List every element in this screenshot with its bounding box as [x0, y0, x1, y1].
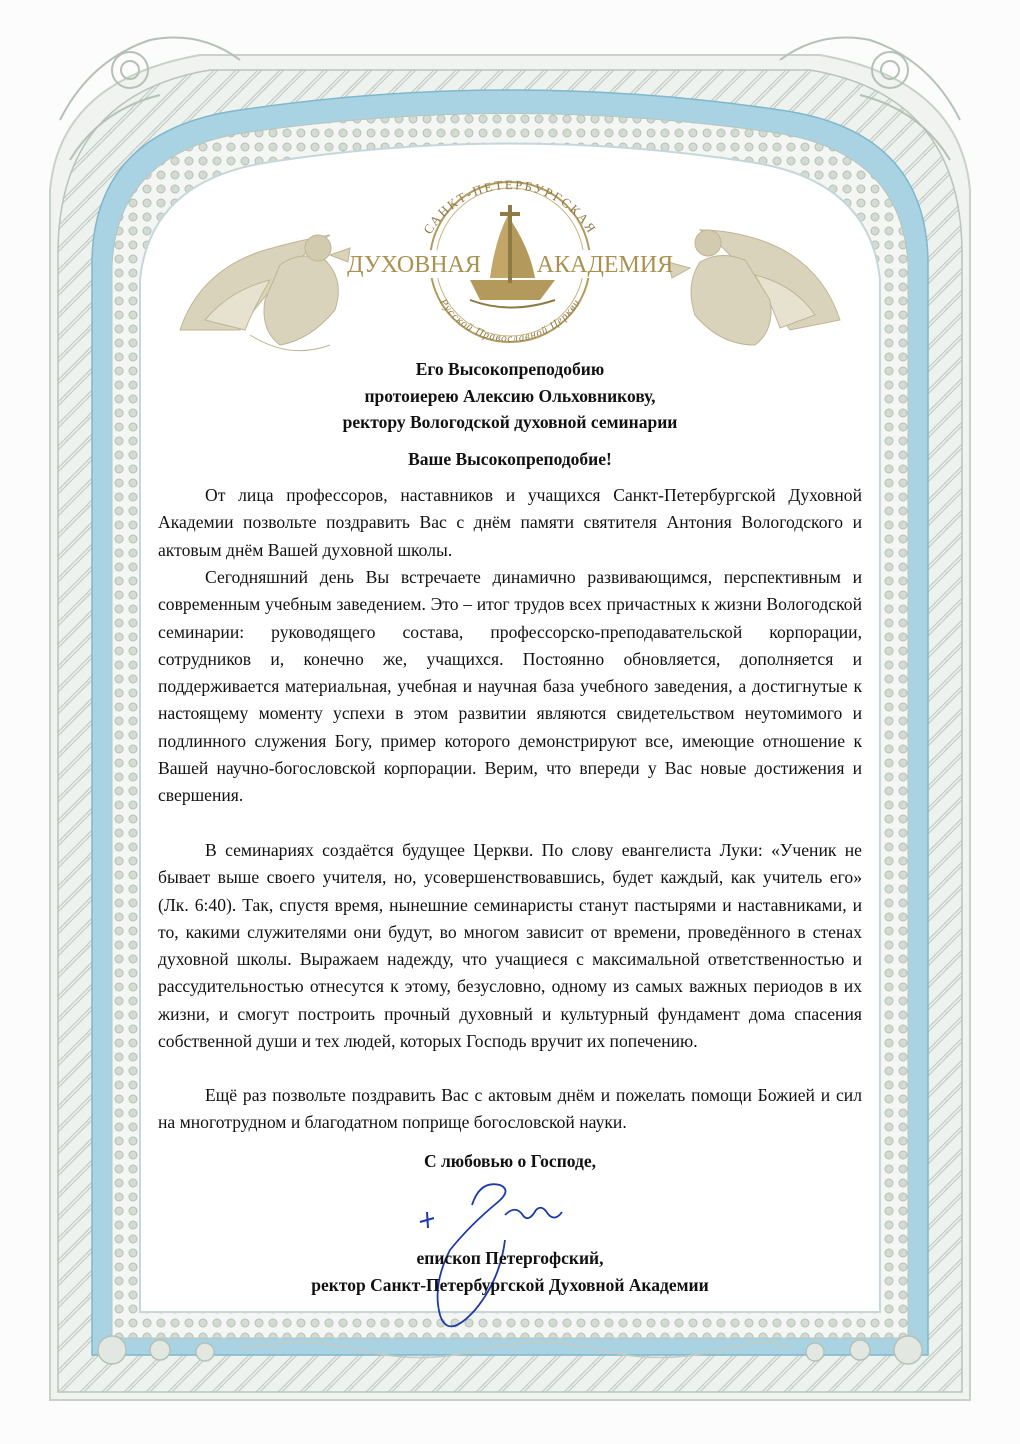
addressee-line3: ректору Вологодской духовной семинарии [342, 412, 678, 432]
paragraph-4: Ещё раз позвольте поздравить Вас с актовым днём и пожелать помощи Божией и сил на многотрудном и благодатном поприще богословской науки. [158, 1085, 862, 1133]
paragraph-3: В семинариях создаётся будущее Церкви. По слову евангелиста Луки: «Ученик не бывает выше своего учителя, но, усовершенствовавшись, будет каждый, как учитель его» (Лк. 6:40). Так, спустя время, нынешние семинаристы станут пастырями и наставниками, и то, какими служителями они будут, во многом зависит от времени, проведённого в стенах духовной школы. Выражаем надежду, что учащиеся с максимальной ответственностью и рассудительностью отнесутся к этому, безусловно, одному из самых важных периодов в их жизни, и смогут построить прочный духовный и культурный фундамент дома спасения собственной души и тех людей, которых Господь вручит их попечению. [158, 840, 862, 1052]
logo-arc-text: САНКТ-ПЕТЕРБУРГСКАЯ [420, 177, 600, 237]
addressee-line2: протоиерею Алексию Ольховникову, [364, 386, 656, 406]
logo-right-word: АКАДЕМИЯ [536, 252, 674, 278]
logo-left-word: ДУХОВНАЯ [347, 252, 481, 278]
closing: С любовью о Господе, [423, 1151, 597, 1171]
addressee-line1: Его Высокопреподобию [415, 359, 605, 379]
salutation: Ваше Высокопреподобие! [408, 449, 612, 469]
signatory-title: епископ Петергофский, [416, 1248, 604, 1268]
paragraph-2: Сегодняшний день Вы встречаете динамично развивающимся, перспективным и современным учебным заведением. Это – итог трудов всех причастных к жизни Вологодской семинарии: руководящего состава, профессорско-преподавательской корпорации, сотрудников и, конечно же, учащихся. Постоянно обновляется, дополняется и поддерживается материальная, учебная и научная база учебного заведения, а достигнутые к настоящему моменту успехи в этом развитии являются свидетельством неутомимого и подлинного служения Богу, пример которого демонстрируют все, имеющие отношение к Вашей научно-богословской корпорации. Верим, что впереди у Вас новые достижения и свершения. [158, 567, 862, 806]
logo-bottom-arc-text: Русской Православной Церкви [437, 296, 583, 345]
signatory-position: ректор Санкт-Петербургской Духовной Академии [311, 1275, 709, 1295]
paragraph-1: От лица профессоров, наставников и учащихся Санкт-Петербургской Духовной Академии позвольте поздравить Вас с днём памяти святителя Антония Вологодского и актовым днём Вашей духовной школы. [158, 485, 862, 560]
